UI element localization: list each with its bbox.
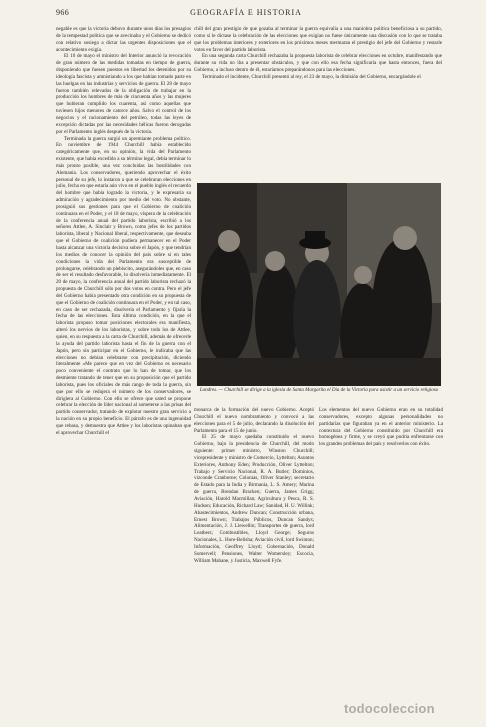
- news-photo: [197, 183, 441, 386]
- page-header: [56, 8, 436, 20]
- text-column-bottom-left: [194, 407, 314, 658]
- paragraph: chill del gran prestigio de que gozaba al terminar la guerra equivalía a una maniobra política beneficiosa a su partido, como si le dictase la celebración de las elecciones que exigían no fuese únicamente una discusión con lo que se trataba que los problemas interiores y exteriores en los próximos meses mermaran el prestigio del jefe del Gobierno y restarle votos en favor del partido laborista.: [194, 26, 442, 53]
- text-column-right-top: [194, 26, 442, 178]
- crowd-photo-illustration: [197, 183, 441, 386]
- watermark-logo: todocoleccion: [344, 701, 435, 716]
- text-column-bottom-right: [319, 407, 443, 658]
- paragraph: El 25 de mayo quedaba constituido el nuevo Gobierno, bajo la presidencia de Churchill, del modo siguiente: primer ministro, Winston Churchill; vicepresidente y ministro de Comercio, Lyttelton; Asuntos Exteriores, Anthony Eden; Producción, Oliver Lyttelton; Trabajo y Servicio Nacional, R. A. Butler; Dominios, vizconde Cranborne; Colonias, Oliver Stanley; secretario de Estado para la India y Birmania, L. S. Amery; Marina de guerra, Brendan Bracken; Guerra, James Grigg; Aviación, Harold Macmillan; Agricultura y Pesca, R. S. Hudson; Educación, Richard Law; Sanidad, H. U. Willink; Abastecimientos, Andrew Duncan; Construcción urbana, Ernest Brown; Trabajos Públicos, Duncan Sandys; Alimentación, J. J. Llewellin; Transportes de guerra, lord Leathers; Combustibles, Lloyd George; Seguros Nacionales, L. Hore-Belisha; Aviación civil, lord Swinton; Información, Geoffrey Lloyd; Gobernación, Donald Somervell; Pensiones, Walter Womersley; Escocia, William Mabane, y Justicia, Maxwell Fyfe.: [194, 434, 314, 564]
- paragraph: Terminada la guerra surgió un apremiante problema político. En noviembre de 1944 Churchill había establecido categóricamente que, en su opinión, la vida del Parlamento existente, que había excedido a su término legal, debía terminar lo más pronto posible, una vez concluidas las hostilidades con Alemania. Los conservadores, queriendo aprovechar el éxito personal de su jefe, lo instaron a que se celebraran elecciones en julio, fecha en que estaría aún vivo en el pueblo inglés el recuerdo del hombre que había logrado la victoria, y le expresaría su admiración y agradecimiento por medio del voto. No obstante, prosiguió sus gestiones para que el Gobierno de coalición continuara en el Poder, y el 18 de mayo, víspera de la celebración de la conferencia anual del partido laborista, escribió a los señores Attlee, A. Sinclair y Brown, como jefes de los partidos laborista, liberal y Nacional liberal, respectivamente, que deseaba que el Gobierno de coalición pudiera permanecer en el Poder hasta alcanzar una victoria decisiva sobre el Japón, y que tendrían los medios de conocer la opinión del país sobre si en tales condiciones la vida del Parlamento era susceptible de prolongarse, celebrando un plebiscito, asegurándoles que, en caso de ser el resultado desfavorable, lo disolvería inmediatamente. El 20 de mayo, la conferencia anual del partido laborista rechazó la propuesta de Churchill sólo por dos votos en contra. Pero el jefe del Gobierno había presentado otra condición en su propuesta de que el Gobierno de coalición continuara en el Poder, y en tal caso, en caso de ser rechazada, disolvería el Parlamento y fijaría la fecha de las elecciones. Esta última condición, en la que el laborista propuso tomar posiciones electorales era manifiesta, alteró los nervios de los laboristas, y sobre todo los de Attlee, quien, en su respuesta a la carta de Churchill, además de ofrecerle la ayuda del partido laborista hasta el fin de la guerra con el Japón, pero sin participar en el Gobierno, le indicaba que las elecciones no debían celebrarse con precipitación, diciendo literalmente «Me parece que en vez del Gobierno es necesario poco conveniente el contrato que lo han de tomar, que los desmiente tratando de tener que en su proposición que el partido laborista, pues los oficiales de más rango de toda la guerra, sin que por ello se redujera el número de los conservadores, se dirigiera al Gobierno. Con ello se ofrece que usted se propone celebrar la elección de líder nacional al someterse a las prisas del partido conservador, tratando de explotar nuestro gran servicio a la nación en su propio beneficio. El párrafo es de una ingenuidad que rebasa, y demuestra que Attlee y los laboristas opinaban que el aprovechar Churchill el: [56, 135, 191, 436]
- text-column-left: [56, 26, 191, 658]
- paragraph: monarca de la formación del nuevo Gobierno. Aceptó Churchill el nuevo nombramiento y convocó a las elecciones para el 5 de julio, declarando la disolución del Parlamento para el 15 de junio.: [194, 407, 314, 434]
- paragraph: Terminado el incidente, Churchill presentó al rey, el 23 de mayo, la dimisión del Gobierno, encargándole el: [202, 73, 421, 80]
- running-title: GEOGRAFÍA E HISTORIA: [190, 8, 302, 17]
- paragraph: negable es que la victoria debuvo durante unos días los presagios de la tempestad política que se avecinaba y el Gobierno se dedicó con relativo sosiego a dictar las urgentes disposiciones que el acontecimiento exigía.: [56, 26, 191, 53]
- photo-caption: Londres. — Churchill se dirige a la iglesia de Santa Margarita el Día de la Victoria para asistir a un servicio religioso: [199, 388, 439, 393]
- paragraph: Los elementos del nuevo Gobierno eran en su totalidad conservadores, excepto algunas personalidades no partidarias que figuraban ya en el anterior ministerio. La contextura del Gobierno constituido por Churchill era homogénea y firme, y se creyó que podría enfrentarse con los grandes problemas del país y resolverlos con éxito.: [319, 407, 443, 448]
- paragraph: En una segunda carta Churchill rechazaba la propuesta laborista de celebrar elecciones en octubre, manifestando que durante su vida no iba a presentar obstáculos, y que con ello esa fecha significaría que hasta entonces, fuera del Gobierno, a incluso dentro de él, estaríamos preparándonos para las elecciones.: [194, 53, 442, 74]
- page-number: 966: [56, 8, 70, 17]
- paragraph: El 10 de mayo el ministro del Interior anunció la revocación de gran número de las medidas tomadas en tiempo de guerra, disponiendo que fuesen puestos en libertad los detenidos por su ideología fascista y amnistiando a los que habían tomado parte en las huelgas en las industrias y servicios de guerra. El 28 de mayo fueron también relevados de la obligación de trabajar en la producción los hombres de más de cincuenta años y las mujeres que hubieran cumplido los cuarenta, así como aquellas que tuviesen hijos menores de catorce años. Salvo el control de los negocios y el racionamiento del petróleo, todas las leyes de excepción dictadas por las necesidades bélicas fueron derogadas por el Parlamento inglés después de la victoria.: [56, 53, 191, 135]
